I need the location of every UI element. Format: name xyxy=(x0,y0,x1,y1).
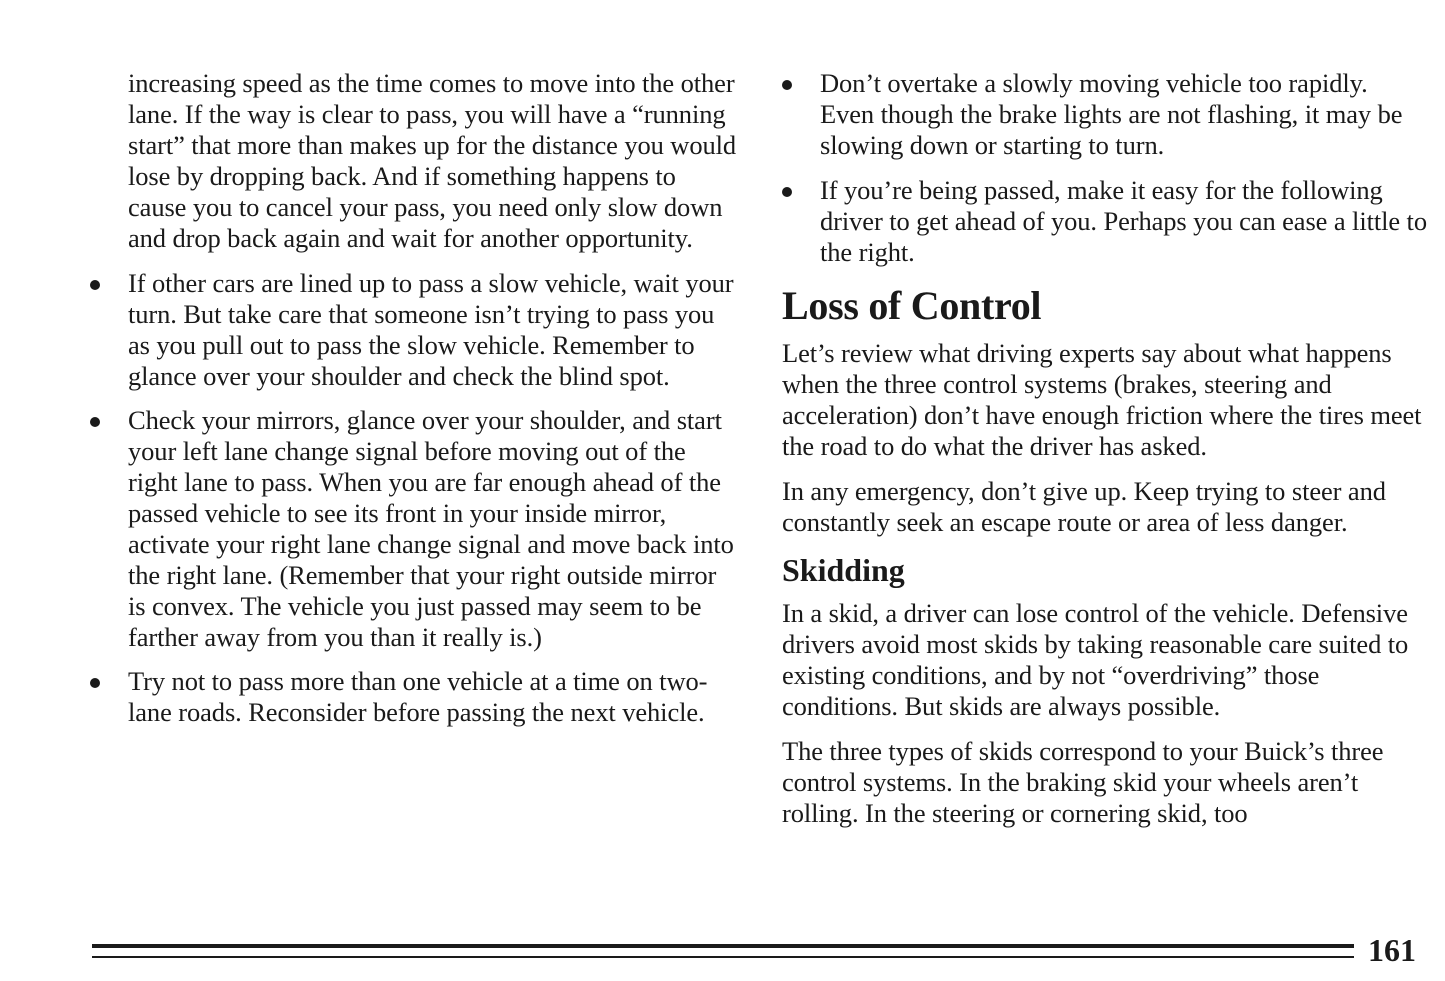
page-number: 161 xyxy=(1368,932,1416,968)
list-item-text: If other cars are lined up to pass a slow vehicle, wait your turn. But take care that someone isn’t trying to pass you as you pull out to pass the slow vehicle. Remember to glance over your shoulder and check the blind spot. xyxy=(128,268,734,391)
right-column xyxy=(782,68,1427,843)
list-item xyxy=(782,68,1427,161)
section-paragraph: Let’s review what driving experts say about what happens when the three control systems (brakes, steering and acceleration) don’t have enough friction where the tires meet the road to do what the driver has asked. xyxy=(782,338,1422,461)
bullet-icon xyxy=(782,187,792,197)
bullet-icon xyxy=(782,80,792,90)
list-item xyxy=(90,268,740,392)
subsection-paragraph: The three types of skids correspond to your Buick’s three control systems. In the braking skid your wheels aren’t rolling. In the steering or cornering skid, too xyxy=(782,736,1384,828)
bullet-icon xyxy=(90,417,100,427)
list-item xyxy=(90,405,740,653)
list-item-text: Try not to pass more than one vehicle at a time on two-lane roads. Reconsider before passing the next vehicle. xyxy=(128,666,708,727)
continuation-paragraph: increasing speed as the time comes to move into the other lane. If the way is clear to pass, you will have a “running start” that more than makes up for the distance you would lose by dropping back. And if something happens to cause you to cancel your pass, you need only slow down and drop back again and wait for another opportunity. xyxy=(128,68,737,253)
section-paragraph: In any emergency, don’t give up. Keep trying to steer and constantly seek an escape route or area of less danger. xyxy=(782,476,1386,537)
list-item-text: Check your mirrors, glance over your shoulder, and start your left lane change signal before moving out of the right lane to pass. When you are far enough ahead of the passed vehicle to see its front in your inside mirror, activate your right lane change signal and move back into the right lane. (Remember that your right outside mirror is convex. The vehicle you just passed may seem to be farther away from you than it really is.) xyxy=(128,405,734,652)
footer-rule-thick xyxy=(92,944,1354,948)
list-item-text: Don’t overtake a slowly moving vehicle too rapidly. Even though the brake lights are not flashing, it may be slowing down or starting to turn. xyxy=(820,68,1403,160)
subsection-paragraph: In a skid, a driver can lose control of the vehicle. Defensive drivers avoid most skids by taking reasonable care suited to existing conditions, and by not “overdriving” those conditions. But skids are always possible. xyxy=(782,598,1409,721)
list-item xyxy=(782,175,1427,268)
bullet-icon xyxy=(90,678,100,688)
section-heading: Loss of Control xyxy=(782,283,1042,328)
left-column xyxy=(90,68,740,741)
list-item-text: If you’re being passed, make it easy for the following driver to get ahead of you. Perhaps you can ease a little to the right. xyxy=(820,175,1427,267)
footer-rule-thin xyxy=(92,956,1354,958)
subsection-heading: Skidding xyxy=(782,552,905,588)
bullet-icon xyxy=(90,280,100,290)
list-item xyxy=(90,666,740,728)
footer-rule xyxy=(92,944,1354,958)
